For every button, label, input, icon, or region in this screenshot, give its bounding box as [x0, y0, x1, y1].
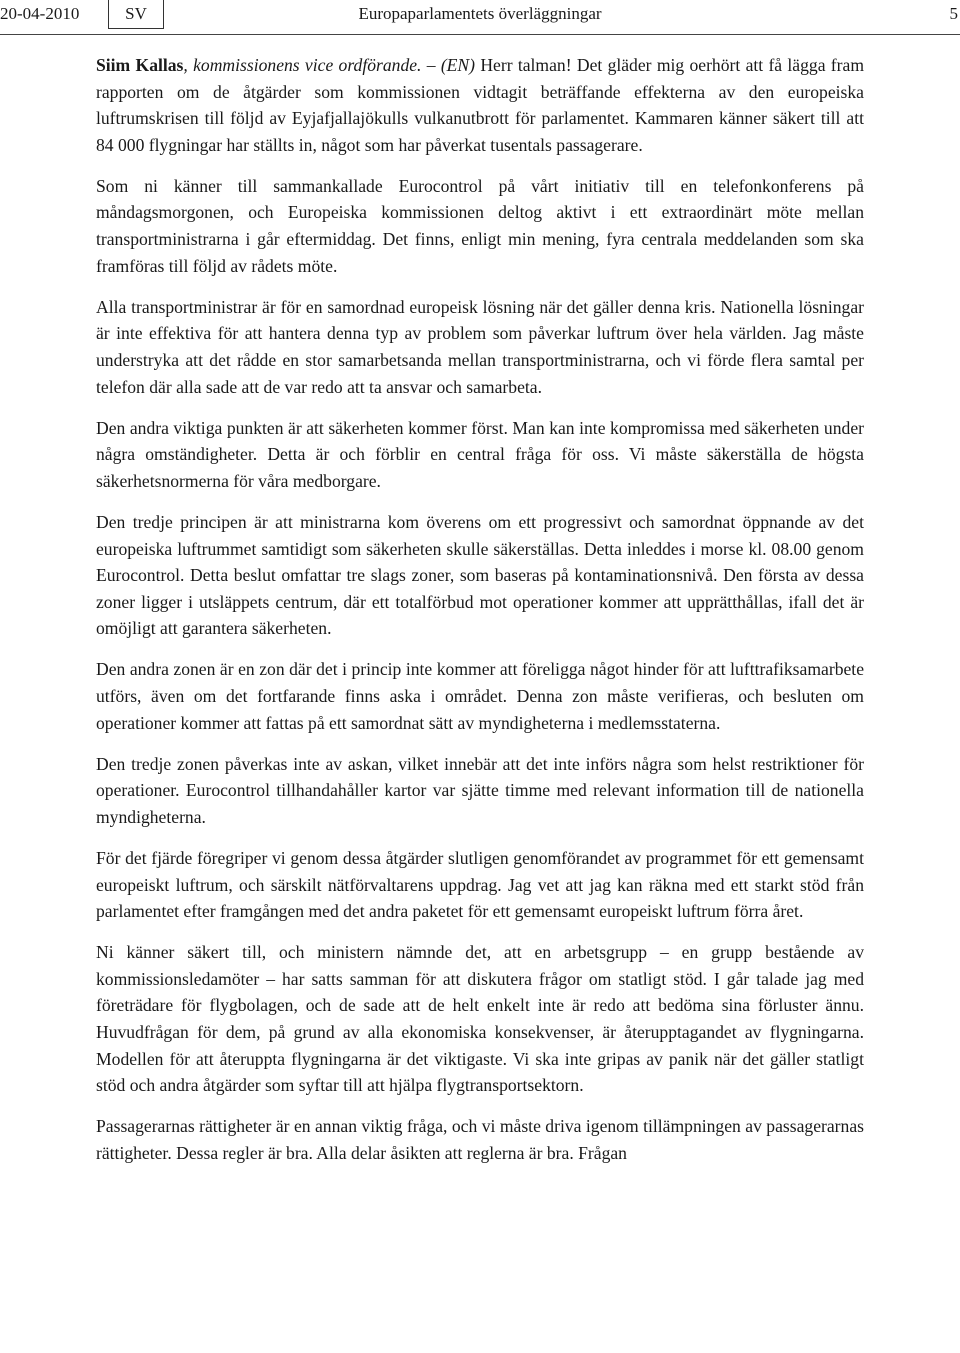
paragraph: Alla transportministrar är för en samordnad europeisk lösning när det gäller denna kris. Nationella lösningar är inte effektiva för att hantera denna typ av problem som påverkar luftrum över hela världen. Jag måste understryka att det rådde en stor samarbetsanda mellan transportministrarna, och vi förde flera samtal per telefon där alla sade att de var redo att ta ansvar och samarbeta. [96, 296, 864, 397]
paragraph: Den andra zonen är en zon där det i princip inte kommer att föreligga något hinder för att lufttrafiksamarbete utförs, även om det fortfarande finns aska i området. Denna zon måste verifieras, och besluten om operationer kommer att fattas på ett samordnat sätt av myndigheterna i medlemsstaterna. [96, 659, 864, 733]
paragraph: Ni känner säkert till, och ministern nämnde det, att en arbetsgrupp – en grupp bestående av kommissionsledamöter – har satts samman för att diskutera frågor om statligt stöd. I går talade jag med företrädare för flygbolagen, och de sade att de helt enkelt inte är redo att bedöma sina förluster ännu. Huvudfrågan för dem, på grund av alla ekonomiska konsekvenser, är återupptagandet av flygningarna. Modellen för att återuppta flygningarna är det viktigaste. Vi ska inte gripas av panik när det gäller statligt stöd och andra åtgärder som syftar till att hjälpa flygtransportsektorn. [96, 942, 864, 1096]
language-marker: (EN) [440, 55, 481, 75]
intro-paragraph [96, 52, 864, 158]
paragraph: Passagerarnas rättigheter är en annan viktig fråga, och vi måste driva igenom tillämpningen av passagerarnas rättigheter. Dessa regler är bra. Alla delar åsikten att reglerna är bra. Frågan [96, 1116, 864, 1163]
intro-text: Herr talman! Det gläder mig oerhört att få lägga fram rapporten om de åtgärder som kommissionen vidtagit beträffande effekterna av den europeiska luftrumskrisen till följd av Eyjafjallajökulls vulkanutbrott för parlamentet. Kammaren känner säkert till att 84 000 flygningar har ställts in, något som har påverkat tusentals passagerare. [96, 55, 864, 155]
paragraph: För det fjärde föregriper vi genom dessa åtgärder slutligen genomförandet av programmet för ett gemensamt europeiskt luftrum, och särskilt nätförvaltarens uppdrag. Jag vet att jag kan räkna med ett starkt stöd från parlamentet efter framgången med det andra paketet för ett gemensamt europeiskt luftrum förra året. [96, 847, 864, 922]
speaker-name: Siim Kallas [96, 55, 184, 75]
paragraph: Den tredje zonen påverkas inte av askan, vilket innebär att det inte införs några som helst restriktioner för operationer. Eurocontrol tillhandahåller kartor var sjätte timme med relevant information till de nationella myndigheterna. [96, 753, 864, 827]
document-title: Europaparlamentets överläggningar [358, 4, 602, 23]
document-body [96, 52, 864, 1181]
header-date: 20-04-2010 [0, 4, 80, 23]
speaker-role: , kommissionens vice ordförande. – [183, 55, 441, 75]
paragraph: Den andra viktiga punkten är att säkerheten kommer först. Man kan inte kompromissa med säkerheten under några omständigheter. Detta är och förblir en central fråga för oss. Vi måste säkerställa de högsta säkerhetsnormerna för våra medborgare. [96, 417, 864, 491]
page-header [0, 0, 960, 35]
language-badge: SV [108, 0, 164, 29]
page-number: 5 [949, 4, 958, 23]
paragraph: Den tredje principen är att ministrarna kom överens om ett progressivt och samordnat öppnande av det europeiska luftrummet samtidigt som säkerheten skulle säkerställas. Detta inleddes i morse kl. 08.00 genom Eurocontrol. Detta beslut omfattar tre slags zoner, som baseras på kontaminationsnivå. Den första av dessa zoner ligger i utsläppets centrum, där ett totalförbud mot operationer kommer att upprätthållas, ifall det är omöjligt att garantera säkerheten. [96, 511, 864, 639]
paragraph: Som ni känner till sammankallade Eurocontrol på vårt initiativ till en telefonkonferens på måndagsmorgonen, och Europeiska kommissionen deltog aktivt i ett extraordinärt möte mellan transportministrarna i går eftermiddag. Det finns, enligt min mening, fyra centrala meddelanden som ska framföras till följd av rådets möte. [96, 175, 864, 276]
